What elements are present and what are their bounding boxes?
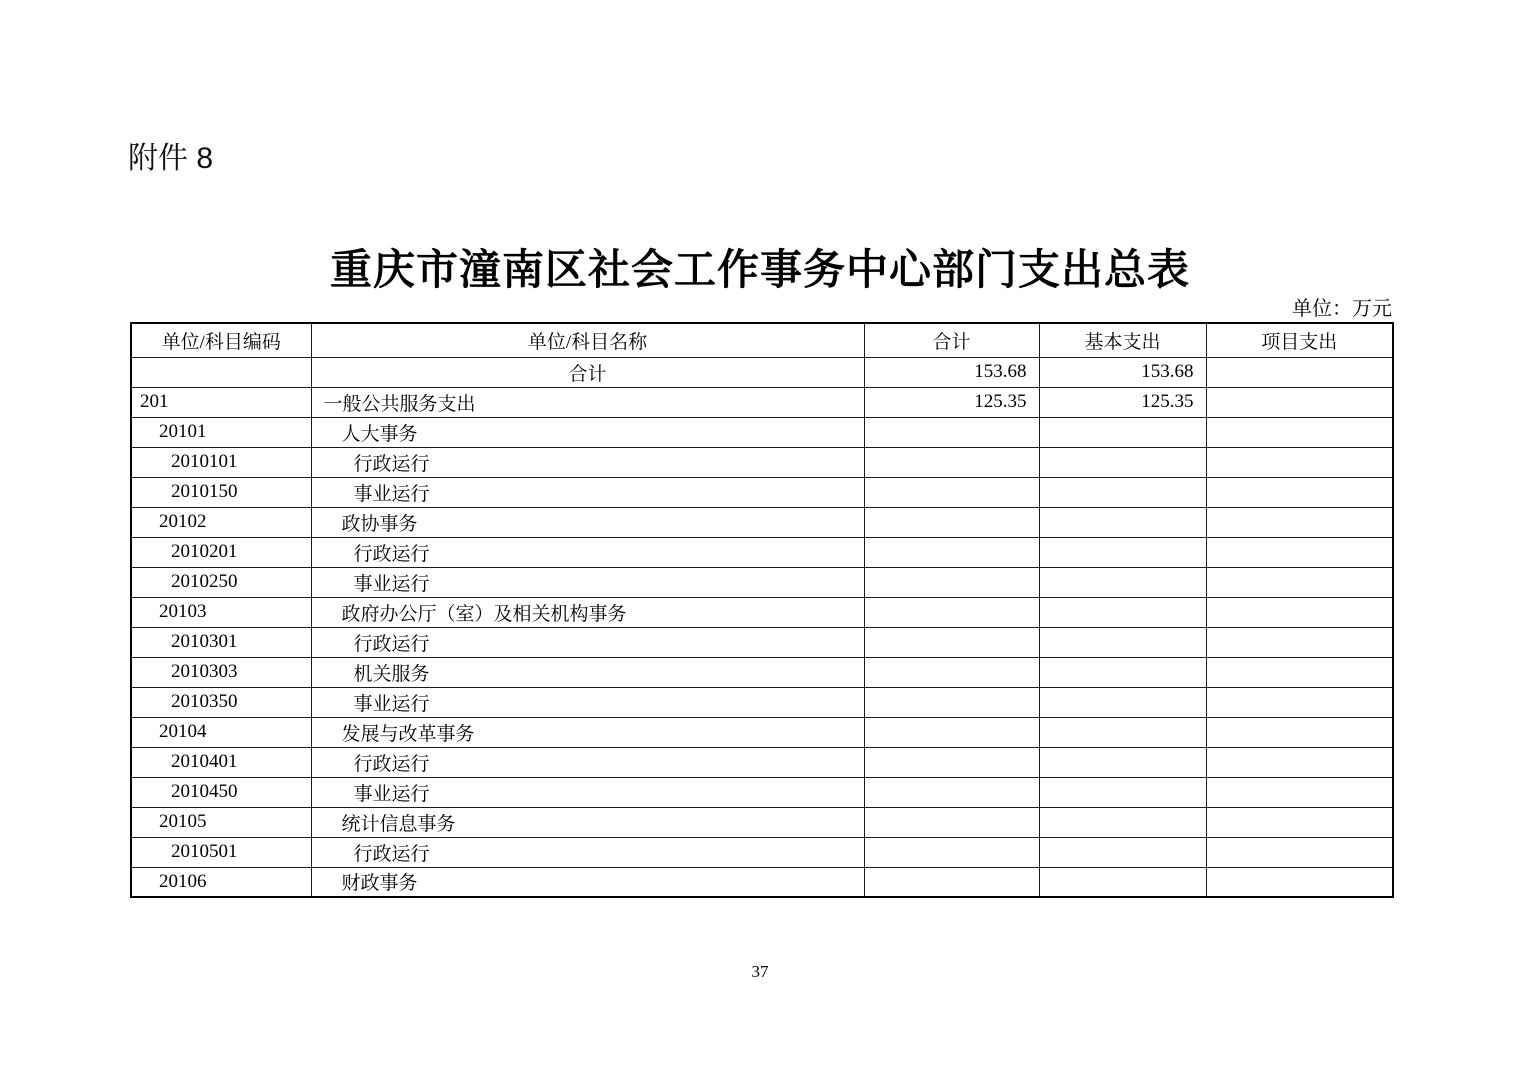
table-row <box>131 477 1393 507</box>
cell-total <box>864 507 1039 537</box>
cell-project <box>1206 447 1393 477</box>
cell-project <box>1206 807 1393 837</box>
cell-code: 20105 <box>131 807 311 837</box>
table-row <box>131 387 1393 417</box>
cell-total: 153.68 <box>864 357 1039 387</box>
table-row <box>131 687 1393 717</box>
cell-total <box>864 687 1039 717</box>
table-row <box>131 807 1393 837</box>
cell-total: 125.35 <box>864 387 1039 417</box>
cell-name: 政协事务 <box>311 507 864 537</box>
col-header-project: 项目支出 <box>1206 323 1393 357</box>
cell-code: 20106 <box>131 867 311 897</box>
cell-project <box>1206 507 1393 537</box>
cell-code: 2010301 <box>131 627 311 657</box>
cell-basic <box>1039 867 1206 897</box>
cell-basic <box>1039 837 1206 867</box>
cell-code: 201 <box>131 387 311 417</box>
cell-name: 财政事务 <box>311 867 864 897</box>
table-row <box>131 657 1393 687</box>
col-header-name: 单位/科目名称 <box>311 323 864 357</box>
cell-project <box>1206 747 1393 777</box>
table-row <box>131 627 1393 657</box>
cell-name: 事业运行 <box>311 687 864 717</box>
table-row <box>131 597 1393 627</box>
cell-basic <box>1039 717 1206 747</box>
cell-code: 2010501 <box>131 837 311 867</box>
cell-name: 事业运行 <box>311 567 864 597</box>
page-number: 37 <box>751 962 769 981</box>
table-row <box>131 867 1393 897</box>
cell-basic <box>1039 507 1206 537</box>
cell-code: 20104 <box>131 717 311 747</box>
page-title: 重庆市潼南区社会工作事务中心部门支出总表 <box>329 248 1190 294</box>
cell-project <box>1206 627 1393 657</box>
cell-basic <box>1039 477 1206 507</box>
unit-note: 单位：万元 <box>1292 298 1392 320</box>
cell-total <box>864 837 1039 867</box>
table-body <box>131 357 1393 897</box>
cell-name: 合计 <box>311 357 864 387</box>
cell-basic <box>1039 777 1206 807</box>
cell-project <box>1206 837 1393 867</box>
col-header-total: 合计 <box>864 323 1039 357</box>
cell-project <box>1206 417 1393 447</box>
cell-total <box>864 807 1039 837</box>
cell-name: 行政运行 <box>311 747 864 777</box>
cell-basic <box>1039 627 1206 657</box>
table-row <box>131 567 1393 597</box>
cell-basic: 153.68 <box>1039 357 1206 387</box>
cell-code: 2010250 <box>131 567 311 597</box>
table-row <box>131 717 1393 747</box>
cell-project <box>1206 657 1393 687</box>
cell-name: 政府办公厅（室）及相关机构事务 <box>311 597 864 627</box>
cell-project <box>1206 357 1393 387</box>
col-header-code: 单位/科目编码 <box>131 323 311 357</box>
cell-name: 行政运行 <box>311 627 864 657</box>
cell-name: 事业运行 <box>311 477 864 507</box>
cell-total <box>864 717 1039 747</box>
cell-basic <box>1039 747 1206 777</box>
table-row <box>131 507 1393 537</box>
cell-project <box>1206 537 1393 567</box>
cell-code: 20102 <box>131 507 311 537</box>
attachment-label: 附件 8 <box>128 142 214 175</box>
table-row <box>131 447 1393 477</box>
cell-name: 行政运行 <box>311 537 864 567</box>
cell-total <box>864 567 1039 597</box>
cell-code: 2010150 <box>131 477 311 507</box>
cell-project <box>1206 597 1393 627</box>
cell-basic <box>1039 657 1206 687</box>
cell-project <box>1206 567 1393 597</box>
cell-code: 2010350 <box>131 687 311 717</box>
cell-code: 2010450 <box>131 777 311 807</box>
cell-basic <box>1039 447 1206 477</box>
table-header-row <box>131 323 1393 357</box>
cell-total <box>864 417 1039 447</box>
cell-basic <box>1039 807 1206 837</box>
table-row <box>131 747 1393 777</box>
cell-code: 20101 <box>131 417 311 447</box>
cell-project <box>1206 687 1393 717</box>
cell-total <box>864 627 1039 657</box>
budget-table <box>130 322 1394 898</box>
cell-name: 一般公共服务支出 <box>311 387 864 417</box>
cell-total <box>864 477 1039 507</box>
cell-project <box>1206 717 1393 747</box>
cell-code <box>131 357 311 387</box>
cell-project <box>1206 477 1393 507</box>
cell-total <box>864 657 1039 687</box>
cell-code: 2010401 <box>131 747 311 777</box>
cell-basic <box>1039 597 1206 627</box>
cell-code: 2010303 <box>131 657 311 687</box>
cell-total <box>864 867 1039 897</box>
cell-project <box>1206 867 1393 897</box>
cell-basic: 125.35 <box>1039 387 1206 417</box>
cell-total <box>864 777 1039 807</box>
table-row <box>131 777 1393 807</box>
cell-basic <box>1039 417 1206 447</box>
table-row <box>131 837 1393 867</box>
table-row <box>131 417 1393 447</box>
cell-code: 2010101 <box>131 447 311 477</box>
cell-total <box>864 747 1039 777</box>
cell-total <box>864 447 1039 477</box>
col-header-basic: 基本支出 <box>1039 323 1206 357</box>
cell-name: 人大事务 <box>311 417 864 447</box>
table-row <box>131 357 1393 387</box>
table-row <box>131 537 1393 567</box>
cell-basic <box>1039 567 1206 597</box>
cell-basic <box>1039 687 1206 717</box>
cell-name: 发展与改革事务 <box>311 717 864 747</box>
cell-project <box>1206 777 1393 807</box>
cell-project <box>1206 387 1393 417</box>
cell-name: 行政运行 <box>311 447 864 477</box>
cell-name: 行政运行 <box>311 837 864 867</box>
cell-total <box>864 597 1039 627</box>
cell-code: 20103 <box>131 597 311 627</box>
cell-code: 2010201 <box>131 537 311 567</box>
cell-basic <box>1039 537 1206 567</box>
cell-name: 事业运行 <box>311 777 864 807</box>
cell-total <box>864 537 1039 567</box>
cell-name: 统计信息事务 <box>311 807 864 837</box>
cell-name: 机关服务 <box>311 657 864 687</box>
